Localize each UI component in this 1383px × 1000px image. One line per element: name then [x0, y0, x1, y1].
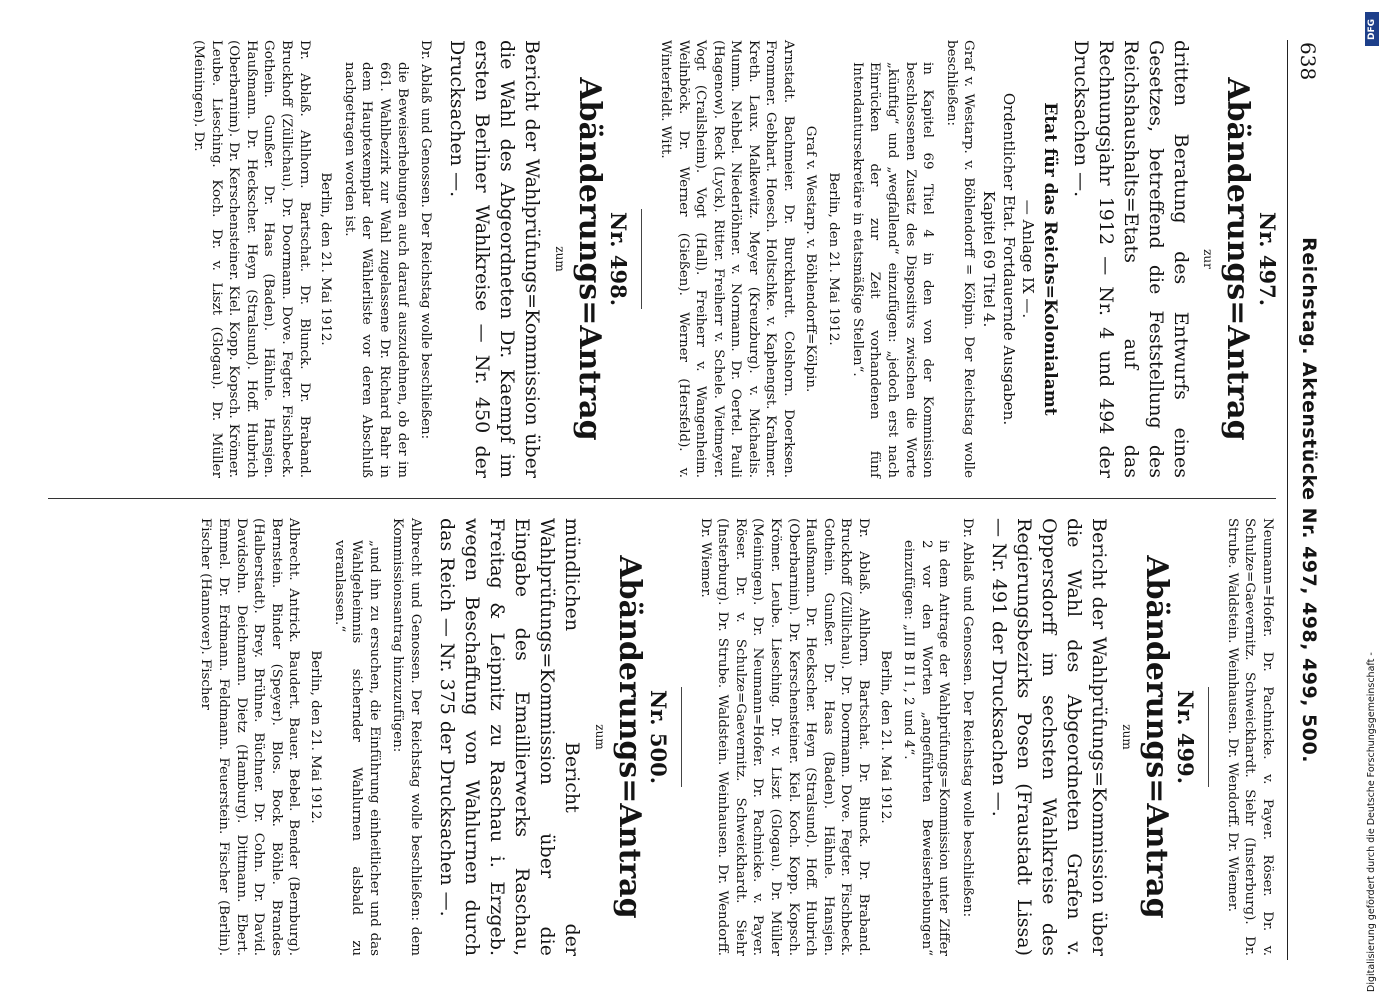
motion-body-500: „und ihn zu ersuchen, die Einführung einheitlicher und das Wahlgeheimnis sichernder Wahlurnen alsbald zu veranlassen.“ [331, 540, 382, 956]
document-number-499: Nr. 499. [1173, 689, 1199, 785]
motion-body-497: in Kapitel 69 Titel 4 in den von der Kommission beschlossenen Zusatz des Dispositivs zwischen die Worte „künftig“ und „wegfallend“ einzufügen: „jedoch erst nach Einrücken der zur Zeit vorhandenen fünf Intendantursekretäre in etatsmäßige Stellen“. [849, 62, 936, 478]
date-499: Berlin, den 21. Mai 1912. [877, 650, 893, 824]
motion-subject-500: mündlichen Bericht der Wahlprüfungs=Kommission über die Eingabe des Emaillierwerks Raschau, Freitag & Leipnitz zu Raschau i. Erzgeb. wegen Beschaffung von Wahlurnen durch das Reich — Nr. 375 der Drucksachen —. [435, 518, 583, 956]
dfg-logo: DFG [1365, 12, 1379, 46]
motion-intro-500: Albrecht und Genossen. Der Reichstag wolle beschließen: dem Kommissionsantrag hinzuzufügen: [390, 518, 423, 956]
supporters-500: Albrecht. Antrick. Baudert. Bauer. Bebel. Bender (Bernburg). Bernstein. Binder (Speyer). Blos. Bock. Böhle. Brandes (Halberstadt). Brey. Brühne. Büchner. Dr. Cohn. Dr. David. Davidsohn. Deichmann. Dietz (Hamburg). Dittmann. Ebert. Emmel. Dr. Erdmann. Feldmann. Feuerstein. Fischer (Berlin). Fischer (Hannover). Fischer [198, 518, 302, 956]
page-number: 638 [1296, 42, 1320, 81]
ordinary-etat-label: Ordentlicher Etat. Fortdauernde Ausgaben. [999, 92, 1018, 426]
supporters-498: Dr. Ablaß. Ahlhorn. Bartschat. Dr. Blunck. Dr. Braband. Bruckhoff (Züllichau). Dr. Doormann. Dove. Fegter. Fischbeck. Gothein. Gunßer. Dr. Haas (Baden). Hähnle. Hansjen. Haußmann. Dr. Heckscher. Heyn (Stralsund). Hoff. Hubrich (Oberbarnim). Dr. Kerschensteiner. Kiel. Kopp. Kopsch. Krömer. Leube. Liesching. Koch. Dr. v. Liszt (Glogau). Dr. Müller (Meiningen). Dr. [191, 40, 312, 478]
signatories-497: Graf v. Westarp. v. Böhlendorff=Kölpin. [802, 125, 818, 393]
supporters-498-continued: Neumann=Hofer. Dr. Pachnicke. v. Payer. Röser. Dr. v. Schulze=Gaevernitz. Schweickhardt. Siehr (Insterburg). Dr. Strube. Waldstein. Weinhausen. Dr. Wendorff. Dr. Wiemer. [1224, 518, 1275, 956]
motion-heading-497: Abänderungs=Antrag [1220, 77, 1256, 441]
motion-subject-497: dritten Beratung des Entwurfs eines Gesetzes, betreffend die Feststellung des Reichshaushalts=Etats auf das Rechnungsjahr 1912 — Nr. 4 und 494 der Drucksachen —. [1069, 40, 1192, 478]
date-500: Berlin, den 21. Mai 1912. [307, 650, 323, 824]
section-divider [1208, 687, 1209, 787]
preposition-498: zum [552, 246, 567, 272]
running-title: Reichstag. Aktenstücke Nr. 497, 498, 499, 500. [1298, 237, 1320, 763]
column-divider [48, 498, 1276, 499]
page-header [1287, 40, 1330, 960]
funding-note: Digitalisierung gefördert durch die Deutsche Forschungsgemeinschaft - [1366, 652, 1377, 992]
left-column [48, 40, 1280, 478]
document-number-498: Nr. 498. [606, 211, 632, 307]
etat-title: Etat für das Reichs=Kolonialamt [1039, 102, 1060, 416]
motion-subject-498: Bericht der Wahlprüfungs=Kommission über die Wahl des Abgeordneten Dr. Kaempf im ersten Berliner Wahlkreise — Nr. 450 der Drucksachen —. [446, 40, 544, 478]
supporters-499: Dr. Ablaß. Ahlhorn. Bartschat. Dr. Blunck. Dr. Braband. Bruckhoff (Züllichau). Dr. Doormann. Dove. Fegter. Fischbeck. Gothein. Gunßer. Dr. Haas (Baden). Hähnle. Hansjen. Haußmann. Dr. Heckscher. Heyn (Stralsund). Hoff. Hubrich (Oberbarnim). Dr. Kerschensteiner. Kiel. Koch. Kopp. Kopsch. Krömer. Leube. Liesching. Dr. v. Liszt (Glogau). Dr. Müller (Meiningen). Dr. Neumann=Hofer. Dr. Pachnicke. v. Payer. Röser. Dr. v. Schulze=Gaevernitz. Schweickhardt. Siehr (Insterburg). Dr. Strube. Waldstein. Weinhausen. Dr. Wendorff. Dr. Wiemer. [697, 518, 872, 956]
motion-heading-499: Abänderungs=Antrag [1138, 555, 1174, 919]
motion-body-498: die Beweiserhebungen auch darauf auszudehnen, ob der im 661. Wahlbezirk zur Wahl zugelassene Dr. Richard Bahr in dem Hauptexemplar der Wählerliste vor deren Abschluß nachgetragen worden ist. [341, 62, 410, 478]
right-column [48, 518, 1276, 956]
motion-heading-500: Abänderungs=Antrag [611, 555, 647, 919]
preposition-497: zur [1201, 249, 1216, 269]
motion-subject-499: Bericht der Wahlprüfungs=Kommission über die Wahl des Abgeordneten Grafen v. Oppersdorff im sechsten Wahlkreise des Regierungsbezirks Posen (Fraustadt Lissa) — Nr. 491 der Drucksachen —. [988, 518, 1111, 956]
chapter-label: Kapitel 69 Titel 4. [980, 190, 999, 328]
date-498: Berlin, den 21. Mai 1912. [318, 172, 334, 346]
preposition-499: zum [1119, 724, 1134, 750]
motion-heading-498: Abänderungs=Antrag [571, 77, 607, 441]
motion-intro-497: Graf v. Westarp. v. Böhlendorff = Kölpin. Der Reichstag wolle beschließen: [943, 40, 977, 478]
preposition-500: zum [592, 724, 607, 750]
document-page [40, 40, 1330, 960]
motion-intro-498: Dr. Ablaß und Genossen. Der Reichstag wolle beschließen: [418, 40, 434, 440]
supporters-497: Arnstadt. Bachmeier. Dr. Burckhardt. Colshorn. Doerksen. Frommer. Gebhart. Hoesch. Holtschke. v. Kaphengst. Krahmer. Kreth. Laux. Malkewitz. Meyer (Kreuzburg). v. Michaelis. Mumm. Nehbel. Niederlöhner. v. Normann. Dr. Oertel. Pauli (Hagenow). Reck (Lyck). Ritter. Freiherr v. Schele. Vietmeyer. Vogt (Crailsheim). Vogt (Hall). Freiherr v. Wangenheim. Weilnböck. Dr. Werner (Gießen). Werner (Hersfeld). v. Winterfeldt. Witt. [657, 40, 797, 478]
digitization-sidebar [1365, 4, 1379, 994]
motion-body-499: in dem Antrage der Wahlprüfungs=Kommission unter Ziffer 2 vor den Worten „angeführten Beweiserhebungen“ einzufügen: „III B II 1, 2 und 4“. [901, 540, 952, 956]
document-number-500: Nr. 500. [646, 689, 672, 785]
date-497: Berlin, den 21. Mai 1912. [826, 172, 842, 346]
document-number-497: Nr. 497. [1255, 211, 1280, 307]
section-divider [641, 209, 642, 309]
motion-intro-499: Dr. Ablaß und Genossen. Der Reichstag wolle beschließen: [960, 518, 976, 918]
anlage-label: — Anlage IX —. [1019, 199, 1038, 319]
section-divider [681, 687, 682, 787]
